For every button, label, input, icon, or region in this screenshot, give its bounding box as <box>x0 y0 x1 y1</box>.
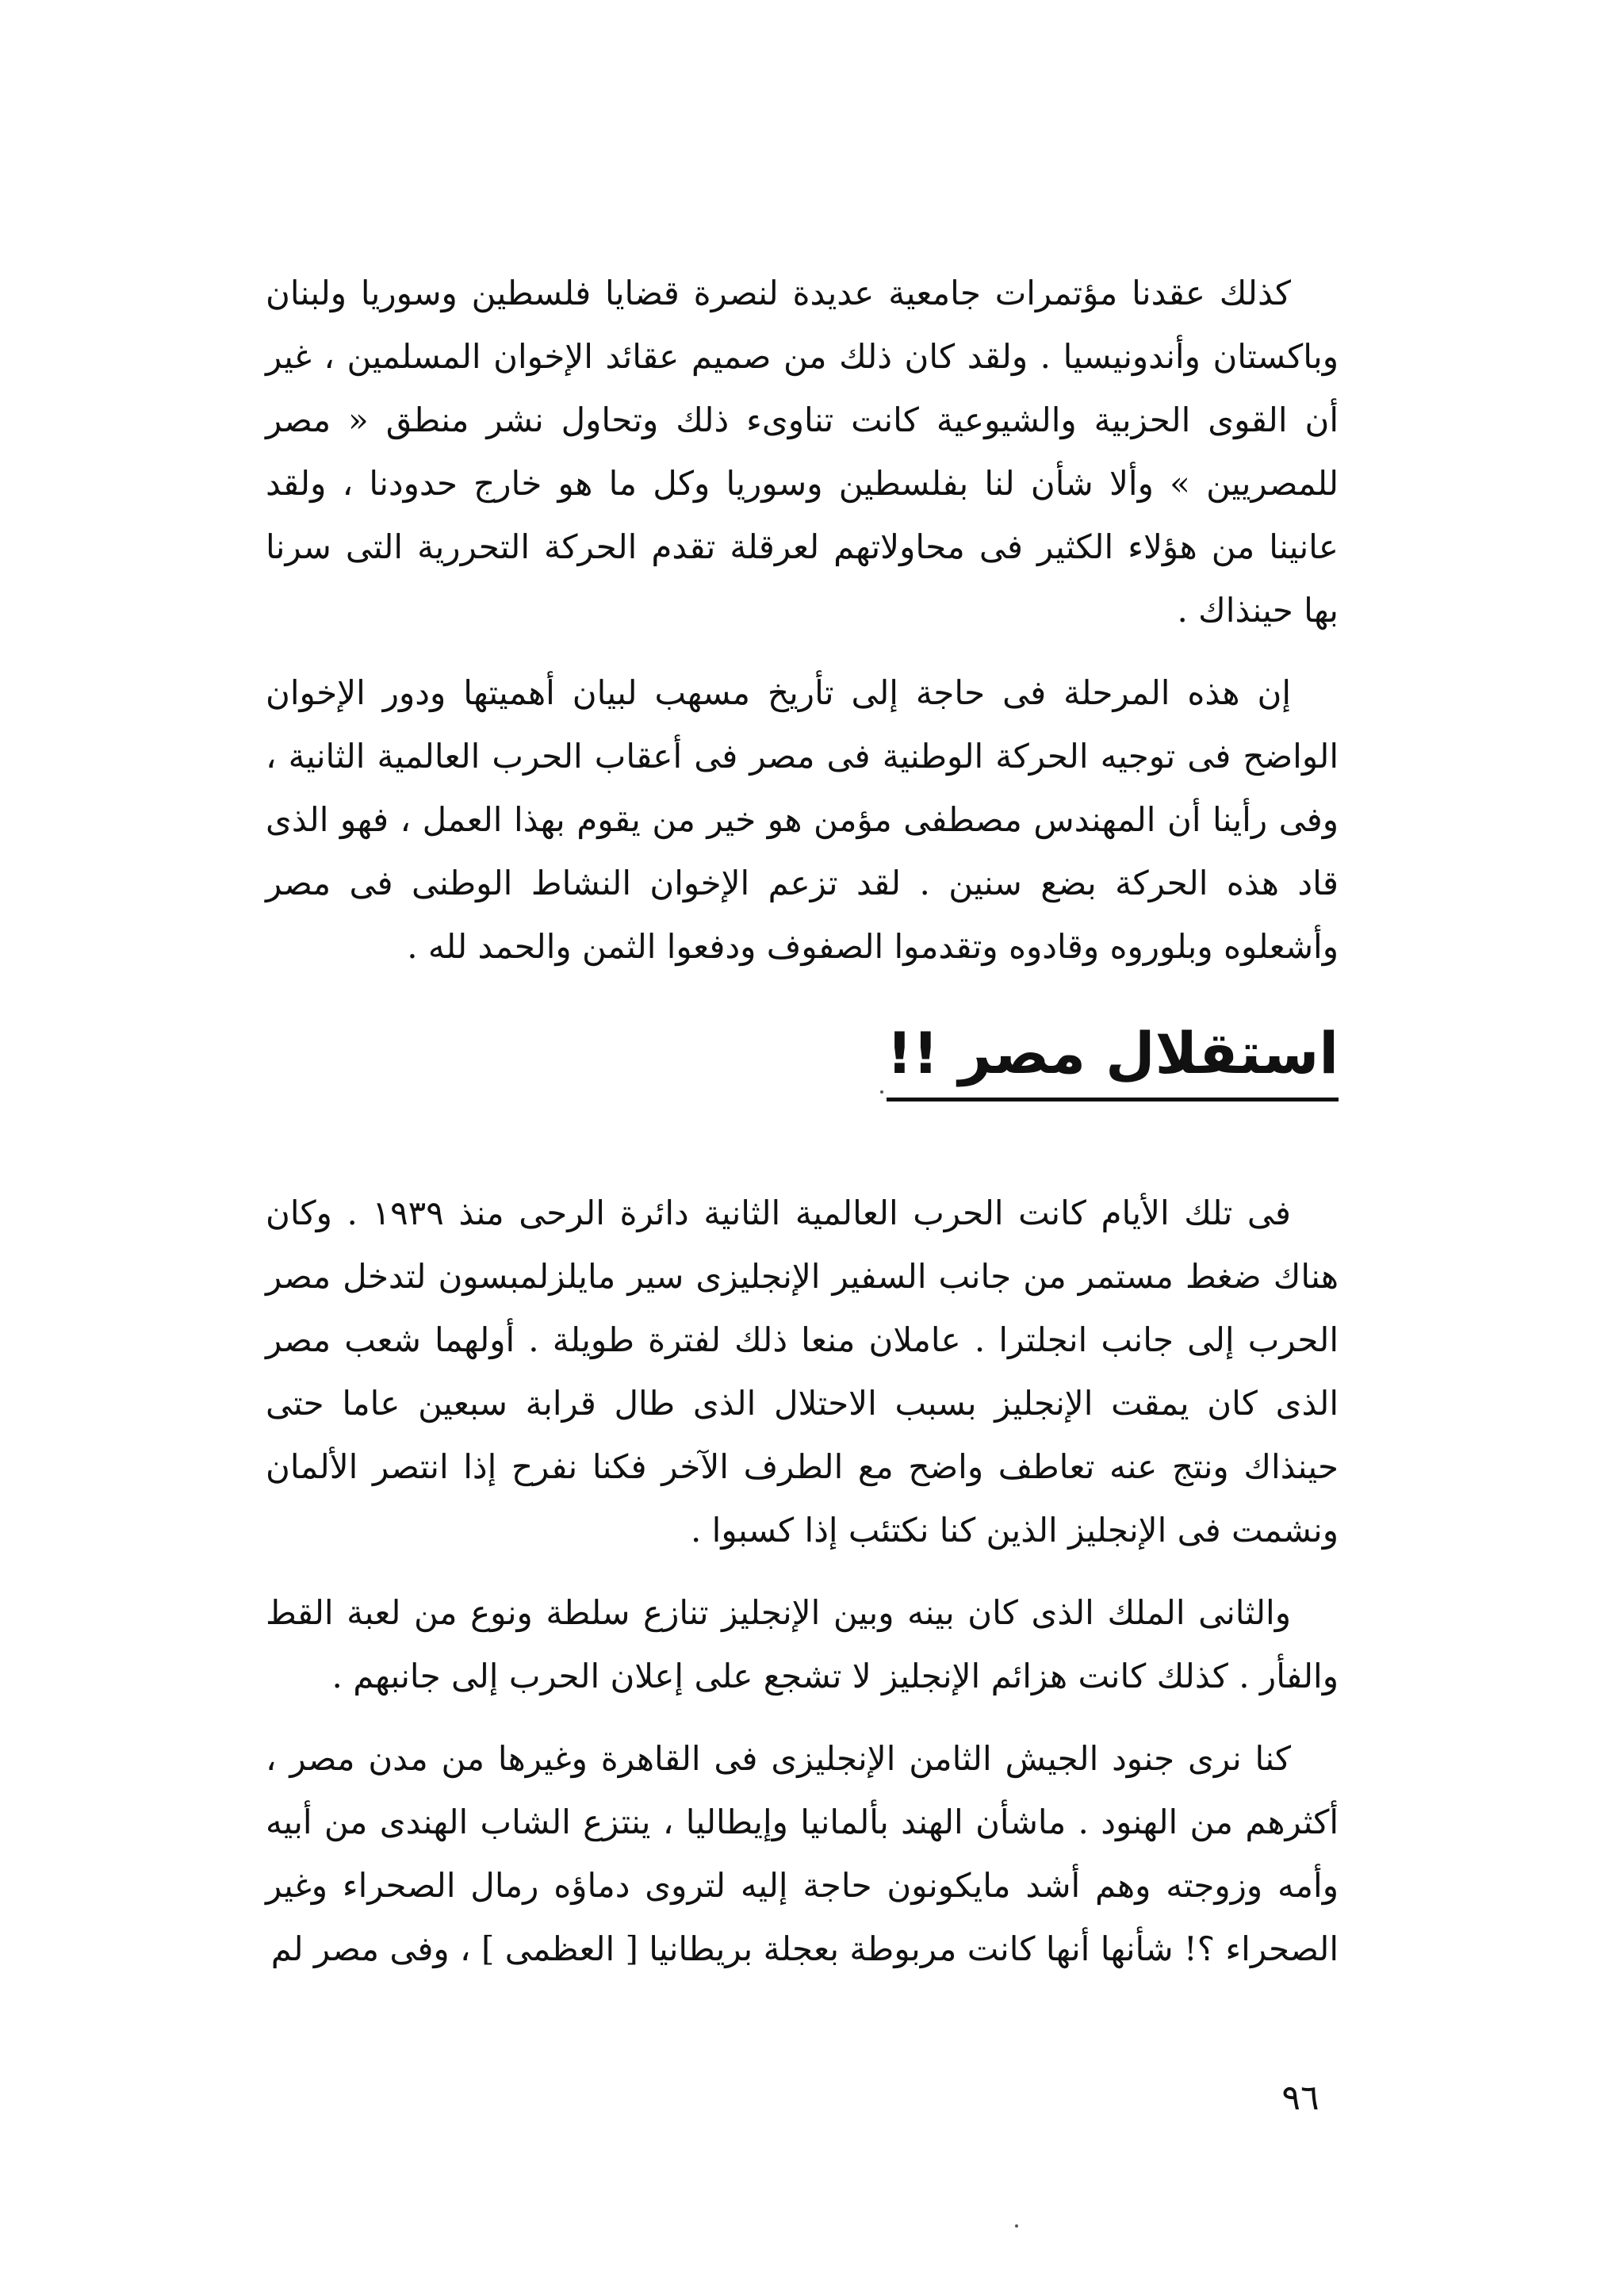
scan-speck <box>1015 2224 1018 2228</box>
paragraph: إن هذه المرحلة فى حاجة إلى تأريخ مسهب لبيان أهميتها ودور الإخوان الواضح فى توجيه الحركة الوطنية فى مصر فى أعقاب الحرب العالمية الثانية ، وفى رأينا أن المهندس مصطفى مؤمن هو خير من يقوم بهذا العمل ، فهو الذى قاد هذه الحركة بضع سنين . لقد تزعم الإخوان النشاط الوطنى فى مصر وأشعلوه وبلوروه وقادوه وتقدموا الصفوف ودفعوا الثمن والحمد لله . <box>266 673 1339 966</box>
page-number: ٩٦ <box>1281 2078 1320 2118</box>
text-block-top <box>266 262 1339 979</box>
scan-speck <box>880 1090 883 1094</box>
text-block-main <box>266 1182 1339 1981</box>
paragraph: كنا نرى جنود الجيش الثامن الإنجليزى فى القاهرة وغيرها من مدن مصر ، أكثرهم من الهنود . ماشأن الهند بألمانيا وإيطاليا ، ينتزع الشاب الهندى من أبيه وأمه وزوجته وهم أشد مايكونون حاجة إليه لتروى دماؤه رمال الصحراء وغير الصحراء ؟! شأنها أنها كانت مربوطة بعجلة بريطانيا [ العظمى ] ، وفى مصر لم <box>266 1739 1339 1968</box>
paragraph: كذلك عقدنا مؤتمرات جامعية عديدة لنصرة قضايا فلسطين وسوريا ولبنان وباكستان وأندونيسيا . ولقد كان ذلك من صميم عقائد الإخوان المسلمين ، غير أن القوى الحزبية والشيوعية كانت تناوىء ذلك وتحاول نشر منطق « مصر للمصريين » وألا شأن لنا بفلسطين وسوريا وكل ما هو خارج حدودنا ، ولقد عانينا من هؤلاء الكثير فى محاولاتهم لعرقلة تقدم الحركة التحررية التى سرنا بها حينذاك . <box>266 274 1339 630</box>
section-heading-wrap <box>887 1015 1339 1101</box>
paragraph: والثانى الملك الذى كان بينه وبين الإنجليز تنازع سلطة ونوع من لعبة القط والفأر . كذلك كانت هزائم الإنجليز لا تشجع على إعلان الحرب إلى جانبهم . <box>266 1593 1339 1695</box>
section-heading: استقلال مصر !! <box>887 1015 1339 1101</box>
paragraph: فى تلك الأيام كانت الحرب العالمية الثانية دائرة الرحى منذ ١٩٣٩ . وكان هناك ضغط مستمر من جانب السفير الإنجليزى سير مايلزلمبسون لتدخل مصر الحرب إلى جانب انجلترا . عاملان منعا ذلك لفترة طويلة . أولهما شعب مصر الذى كان يمقت الإنجليز بسبب الاحتلال الذى طال قرابة سبعين عاما حتى حينذاك ونتج عنه تعاطف واضح مع الطرف الآخر فكنا نفرح إذا انتصر الألمان ونشمت فى الإنجليز الذين كنا نكتئب إذا كسبوا . <box>266 1193 1339 1550</box>
